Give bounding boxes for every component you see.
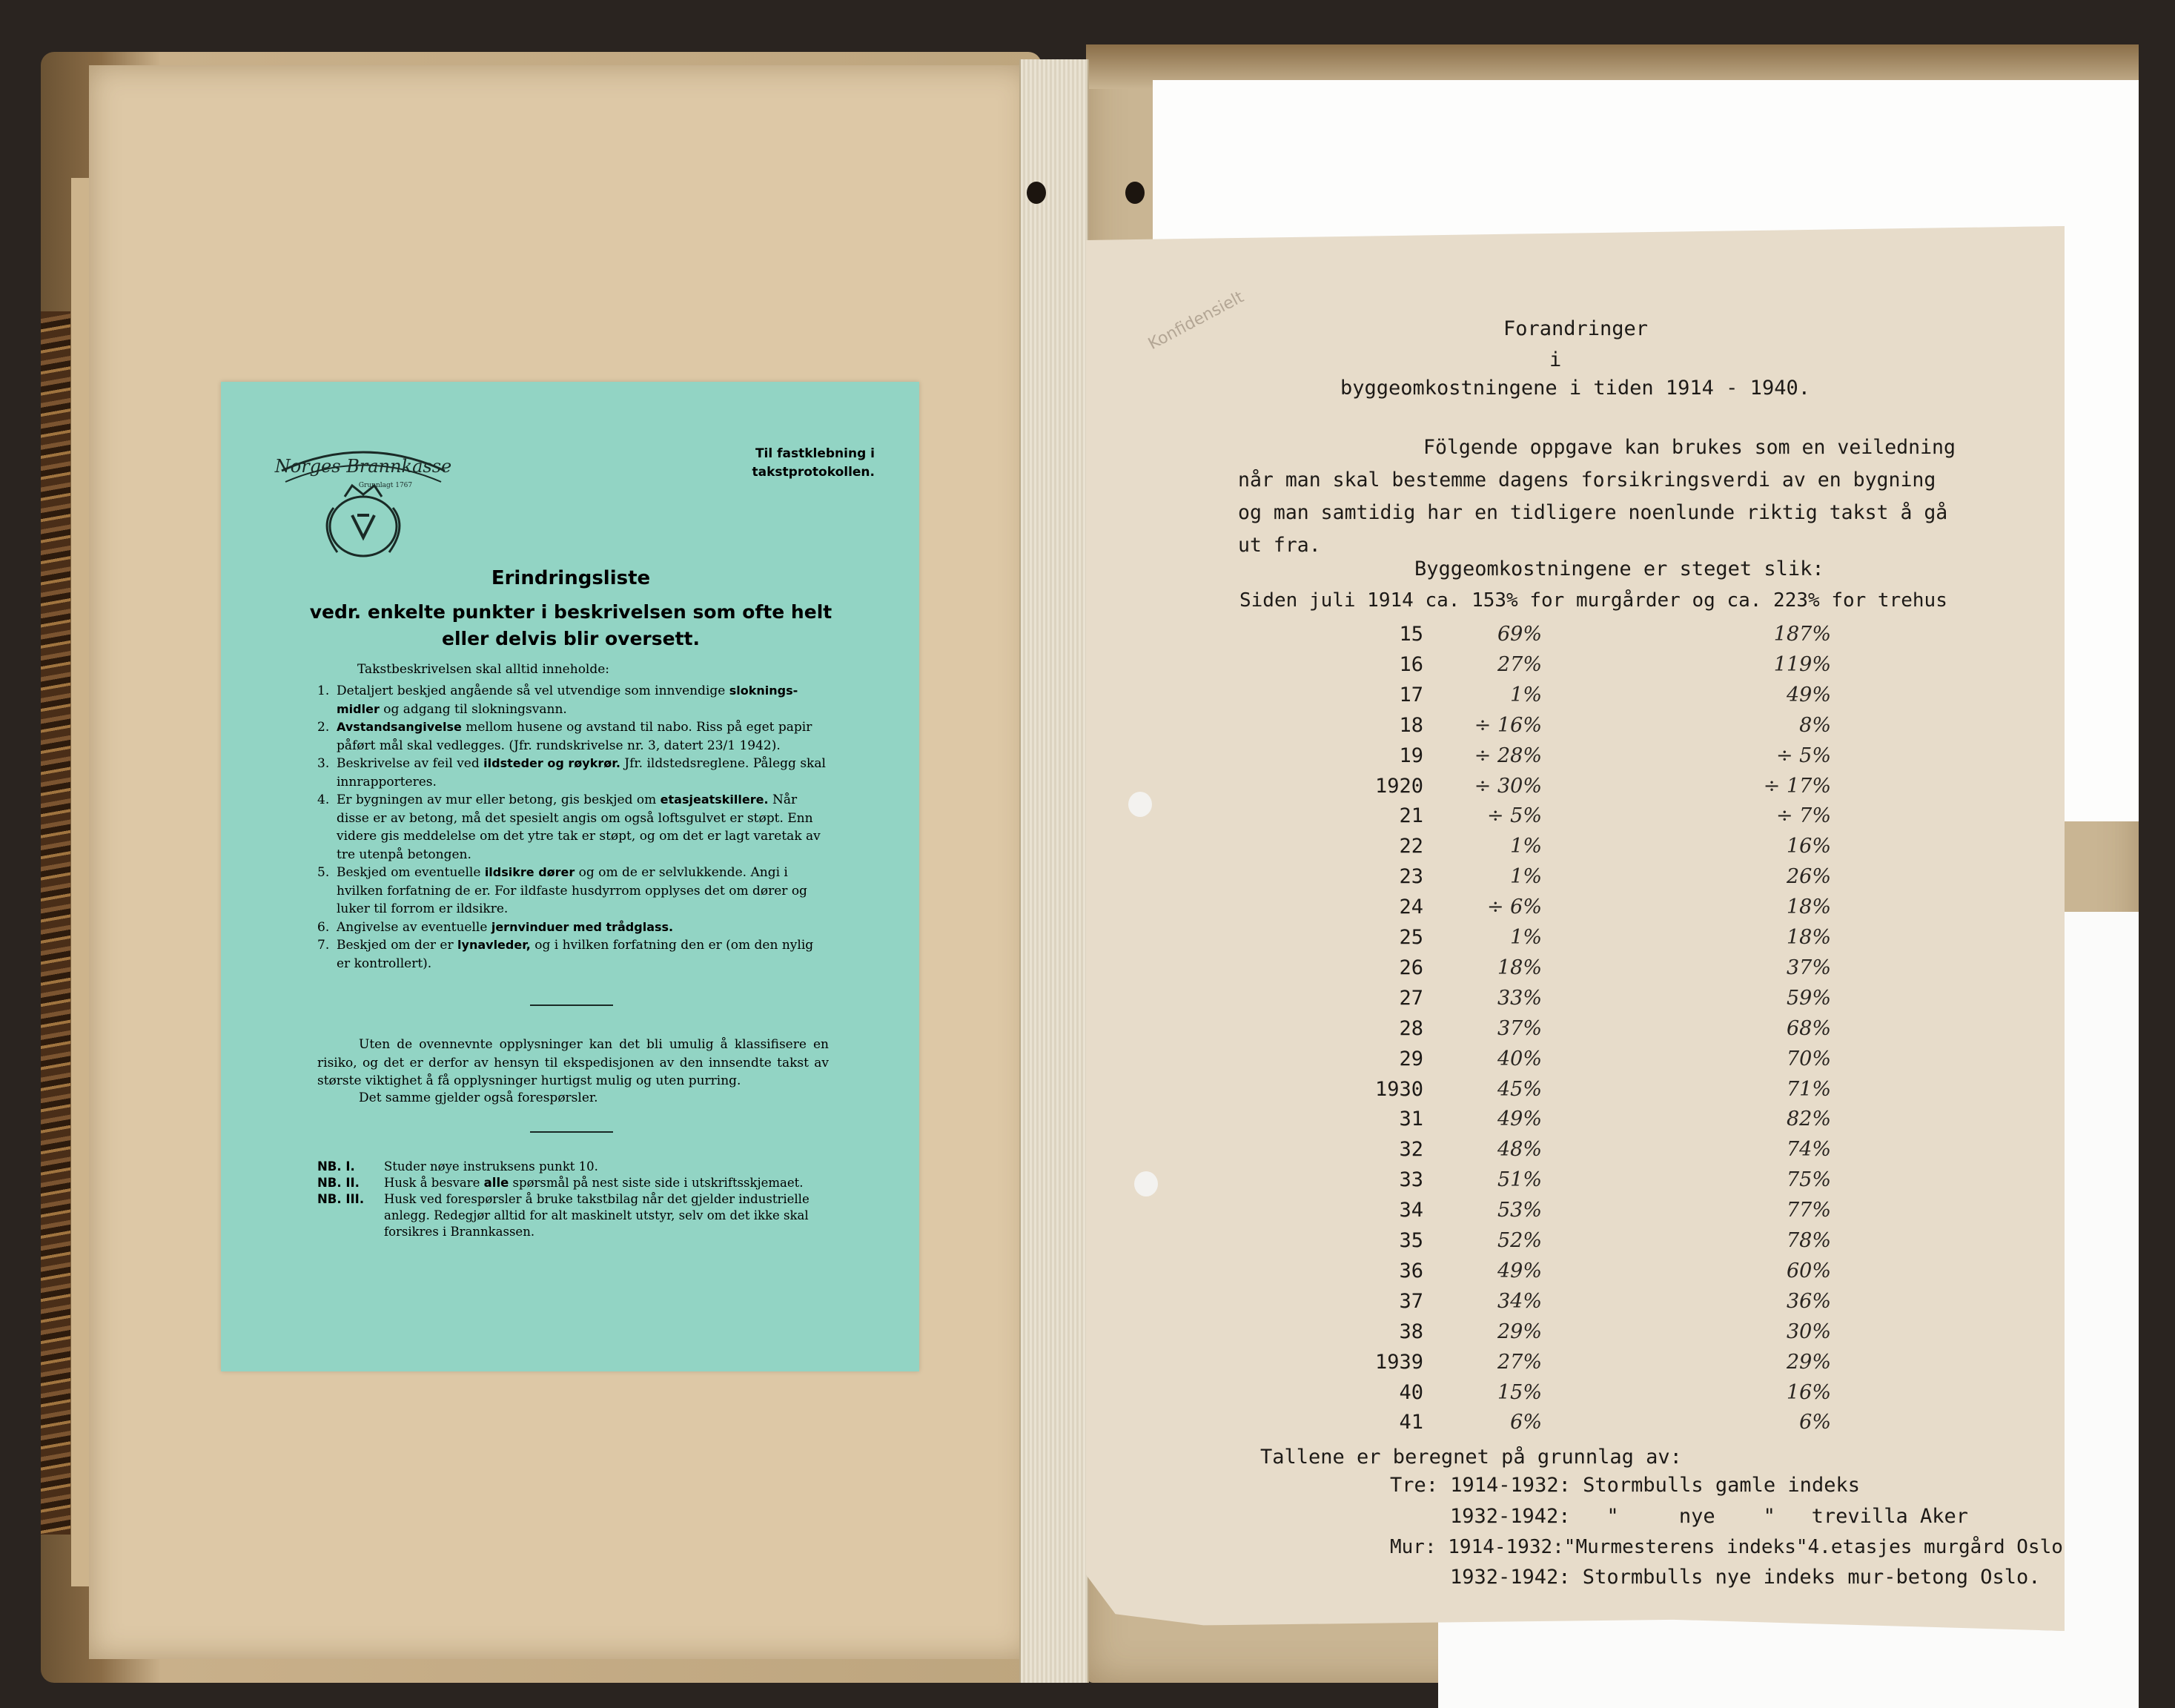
table-mur-cell: 49% — [1497, 1259, 1542, 1282]
table-tre-cell: 70% — [1786, 1047, 1831, 1070]
table-year-cell: 17 — [1399, 683, 1423, 706]
table-tre-cell: ÷ 17% — [1763, 774, 1831, 798]
table-year-cell: 18 — [1399, 713, 1423, 737]
doc-subtitle: byggeomkostningene i tiden 1914 - 1940. — [1340, 377, 1810, 400]
marbled-edge — [41, 311, 70, 1535]
paragraph-line: når man skal bestemme dagens forsikringsverdi av en bygning — [1238, 469, 1936, 491]
table-tre-cell: 16% — [1786, 1380, 1831, 1404]
table-year-cell: 34 — [1399, 1199, 1423, 1222]
table-mur-cell: ÷ 16% — [1474, 713, 1542, 737]
table-tre-cell: 60% — [1786, 1259, 1831, 1282]
table-mur-cell: 1% — [1510, 926, 1542, 949]
table-mur-cell: 51% — [1497, 1168, 1542, 1192]
table-year-cell: 41 — [1399, 1411, 1423, 1434]
table-year-cell: 22 — [1399, 835, 1423, 858]
table-tre-cell: 36% — [1786, 1289, 1831, 1313]
table-tre-cell: 8% — [1799, 713, 1831, 737]
nb-row: NB. I. Studer nøye instruksens punkt 10. — [317, 1159, 598, 1174]
notice-title: Erindringsliste — [491, 567, 651, 589]
table-tre-cell: 6% — [1799, 1411, 1831, 1434]
nb-notes — [317, 1159, 836, 1240]
binding-hole-icon — [1125, 182, 1145, 204]
table-year-cell: 36 — [1399, 1259, 1423, 1282]
table-tre-cell: 18% — [1786, 896, 1831, 919]
divider — [530, 1004, 613, 1006]
table-tre-cell: 82% — [1786, 1108, 1831, 1131]
table-mur-cell: 45% — [1497, 1077, 1542, 1101]
table-mur-cell: 52% — [1497, 1229, 1542, 1252]
table-year-cell: 1920 — [1374, 774, 1423, 798]
table-tre-cell: 75% — [1786, 1168, 1831, 1192]
table-mur-cell: 29% — [1497, 1320, 1542, 1343]
table-tre-cell: 30% — [1786, 1320, 1831, 1343]
table-tre-cell: 16% — [1786, 835, 1831, 858]
table-mur-cell: 33% — [1497, 986, 1542, 1010]
table-mur-cell: 48% — [1497, 1138, 1542, 1162]
table-year-cell: 1930 — [1374, 1077, 1423, 1101]
table-year-cell: 25 — [1399, 926, 1423, 949]
footer-line: Mur: 1914-1932:"Murmesterens indeks"4.etasjes murgård Oslo — [1390, 1536, 2063, 1558]
footer-line: Tre: 1914-1932: Stormbulls gamle indeks — [1390, 1474, 1860, 1497]
table-year-cell: 1939 — [1374, 1350, 1423, 1374]
footer-intro: Tallene er beregnet på grunnlag av: — [1260, 1446, 1682, 1469]
table-mur-cell: 6% — [1510, 1411, 1542, 1434]
brannkasse-logo-icon — [274, 441, 452, 563]
table-year-cell: 27 — [1399, 986, 1423, 1010]
list-item: 6. Angivelse av eventuelle jernvinduer med trådglass. — [317, 919, 674, 935]
table-year-cell: 26 — [1399, 956, 1423, 979]
table-tre-cell: 71% — [1786, 1077, 1831, 1101]
table-year-cell: 21 — [1399, 804, 1423, 828]
paragraph-line: og man samtidig har en tidligere noenlunde riktig takst å gå — [1238, 501, 1948, 524]
table-year-cell: 31 — [1399, 1108, 1423, 1131]
notice-intro: Takstbeskrivelsen skal alltid inneholde: — [357, 662, 610, 677]
table-tre-cell: 68% — [1786, 1016, 1831, 1040]
table-mur-cell: 18% — [1497, 956, 1542, 979]
list-item: 7. Beskjed om der er lynavleder, og i hvilken forfatning den er (om den nylig er kontrollert). — [317, 938, 814, 971]
binding-hole-icon — [1027, 182, 1046, 204]
table-mur-cell: ÷ 6% — [1486, 896, 1542, 919]
table-tre-cell: 119% — [1773, 652, 1831, 676]
table-year-cell: 40 — [1399, 1380, 1423, 1404]
table-mur-cell: 1% — [1510, 835, 1542, 858]
table-tre-cell: 37% — [1786, 956, 1831, 979]
fasten-note-line: takstprotokollen. — [752, 465, 875, 480]
doc-title-i: i — [1549, 348, 1562, 371]
table-year-cell: 23 — [1399, 865, 1423, 889]
table-mur-cell: ÷ 28% — [1474, 744, 1542, 767]
subtitle-line: eller delvis blir oversett. — [441, 628, 700, 649]
table-year-cell: 35 — [1399, 1229, 1423, 1252]
paragraph-line: ut fra. — [1238, 534, 1321, 557]
table-year-cell: 29 — [1399, 1047, 1423, 1070]
footer-line: 1932-1942: Stormbulls nye indeks mur-betong Oslo. — [1450, 1566, 2041, 1589]
table-year-cell: 33 — [1399, 1168, 1423, 1192]
paragraph-line: Fölgende oppgave kan brukes som en veiledning — [1423, 436, 1956, 459]
table-mur-cell: 69% — [1497, 623, 1542, 646]
table-tre-cell: 29% — [1786, 1350, 1831, 1374]
table-tre-cell: ÷ 7% — [1775, 804, 1831, 828]
table-tre-cell: 49% — [1786, 683, 1831, 706]
table-year-cell: 24 — [1399, 896, 1423, 919]
table-tre-cell: 26% — [1786, 865, 1831, 889]
table-mur-cell: 34% — [1497, 1289, 1542, 1313]
table-heading: Byggeomkostningene er steget slik: — [1414, 557, 1824, 580]
closing-last-line: Det samme gjelder også forespørsler. — [359, 1090, 598, 1105]
table-tre-cell: 59% — [1786, 986, 1831, 1010]
table-tre-cell: 78% — [1786, 1229, 1831, 1252]
table-tre-cell: 187% — [1773, 623, 1831, 646]
table-year-cell: 28 — [1399, 1016, 1423, 1040]
footer-line: 1932-1942: " nye " trevilla Aker — [1450, 1505, 1968, 1528]
table-mur-cell: 49% — [1497, 1108, 1542, 1131]
table-year-cell: 15 — [1399, 623, 1423, 646]
table-year-cell: 32 — [1399, 1138, 1423, 1162]
table-mur-cell: 1% — [1510, 683, 1542, 706]
table-year-cell: 38 — [1399, 1320, 1423, 1343]
checklist — [317, 682, 829, 973]
list-item: 3. Beskrivelse av feil ved ildsteder og røykrør. Jfr. ildstedsreglene. Pålegg skal innrapporteres. — [317, 756, 826, 790]
table-tre-cell: 18% — [1786, 926, 1831, 949]
table-mur-cell: 15% — [1497, 1380, 1542, 1404]
punch-hole-icon — [1134, 1171, 1158, 1196]
nb-row: NB. II. Husk å besvare alle spørsmål på nest siste side i utskriftsskjemaet. — [317, 1176, 804, 1190]
table-tre-cell: 77% — [1786, 1199, 1831, 1222]
nb-row: NB. III. Husk ved forespørsler å bruke takstbilag når det gjelder industrielle anlegg. Redegjør alltid for alt maskinelt utstyr, selv om det ikke skal forsikres i Brannkassen. — [317, 1192, 810, 1239]
list-item: 1. Detaljert beskjed angående så vel utvendige som innvendige sloknings-midler og adgang til slokningsvann. — [317, 683, 798, 717]
logo-text: Norges Brannkasse — [274, 456, 452, 477]
table-mur-cell: 27% — [1497, 1350, 1542, 1374]
table-mur-cell: 27% — [1497, 652, 1542, 676]
table-year-cell: 19 — [1399, 744, 1423, 767]
list-item: 5. Beskjed om eventuelle ildsikre dører og om de er selvlukkende. Angi i hvilken forfatning de er. For ildfaste husdyrrom opplyses det om dører og luker til forrom er ildsikre. — [317, 865, 807, 916]
table-mur-cell: 1% — [1510, 865, 1542, 889]
table-mur-cell: 37% — [1497, 1016, 1542, 1040]
table-year-cell: 37 — [1399, 1289, 1423, 1313]
divider — [530, 1131, 613, 1133]
table-mur-cell: 40% — [1497, 1047, 1542, 1070]
list-item: 4. Er bygningen av mur eller betong, gis beskjed om etasjeatskillere. Når disse er av betong, må det spesielt angis om også loftsgulvet er støpt. Enn videre gis meddelelse om det ytre tak er støpt, og om det er lagt varetak av tre utenpå betongen. — [317, 792, 821, 862]
table-tre-cell: 74% — [1786, 1138, 1831, 1162]
logo-subtext: Grunnlagt 1767 — [358, 482, 413, 489]
list-item: 2. Avstandsangivelse mellom husene og avstand til nabo. Riss på eget papir påført mål skal vedlegges. (Jfr. rundskrivelse nr. 3, datert 23/1 1942). — [317, 720, 812, 753]
fasten-note — [689, 445, 875, 482]
table-mur-cell: ÷ 5% — [1486, 804, 1542, 828]
table-mur-cell: 53% — [1497, 1199, 1542, 1222]
table-year-cell: 16 — [1399, 652, 1423, 676]
table-tre-cell: ÷ 5% — [1775, 744, 1831, 767]
notice-subtitle — [222, 599, 919, 652]
fasten-note-line: Til fastklebning i — [755, 446, 875, 461]
doc-title: Forandringer — [1503, 317, 1649, 340]
punch-hole-icon — [1128, 792, 1152, 817]
closing-paragraph: Uten de ovennevnte opplysninger kan det bli umulig å klassifisere en risiko, og det er derfor av hensyn til ekspedisjonen av den innsendte takst av største viktighet å få opplysninger hurtigst mulig og uten purring. — [317, 1037, 829, 1088]
table-mur-cell: ÷ 30% — [1474, 774, 1542, 798]
binding-gutter — [1019, 59, 1089, 1683]
subtitle-line: vedr. enkelte punkter i beskrivelsen som ofte helt — [309, 601, 832, 623]
confidential-stamp: Konfidensielt — [1145, 288, 1248, 354]
table-heading-start: Siden juli 1914 ca. 153% for murgårder og ca. 223% for trehus — [1239, 589, 1947, 612]
